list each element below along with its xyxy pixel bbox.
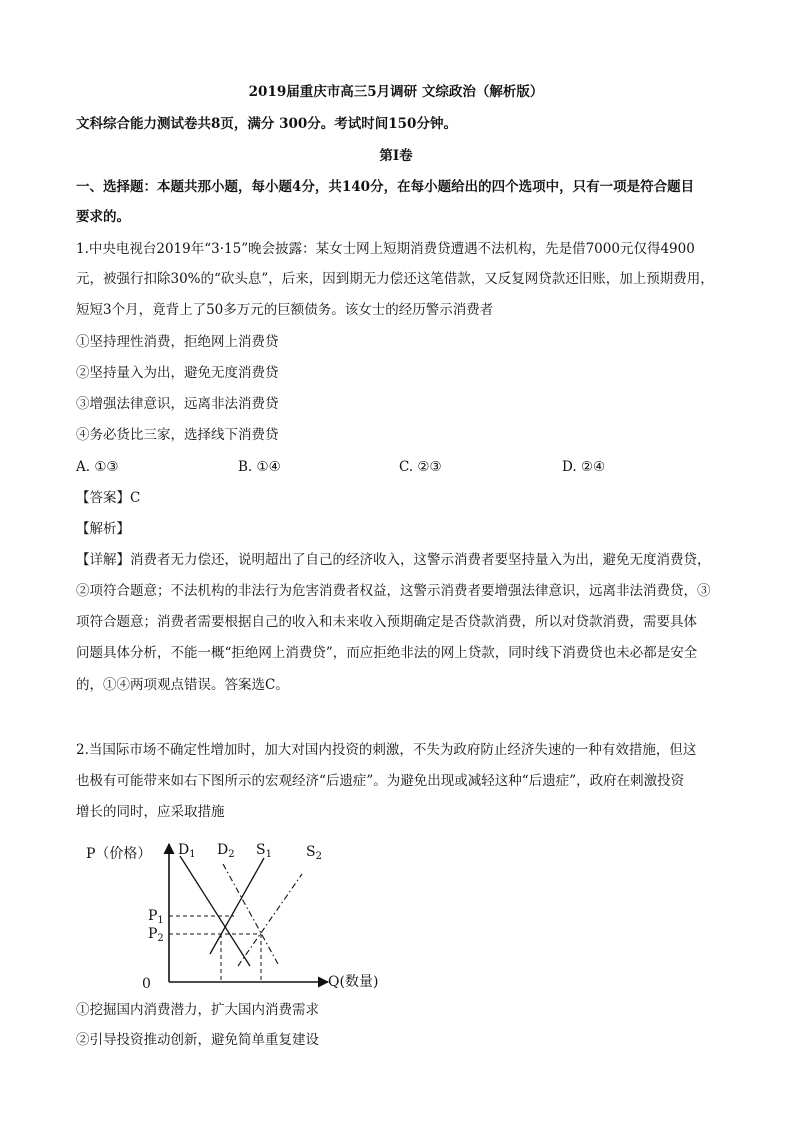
section-heading-line-1: 一、选择题：本题共那小题，每小题4分，共140分，在每小题给出的四个选项中，只有一项是符合题目 bbox=[76, 179, 695, 195]
q1-statement-4: ④务必货比三家，选择线下消费贷 bbox=[76, 427, 279, 443]
origin-label: 0 bbox=[142, 976, 151, 992]
q1-detail-line-5: 的，①④两项观点错误。答案选C。 bbox=[76, 677, 289, 693]
q2-stem-line-2: 也极有可能带来如右下图所示的宏观经济“后遗症”。为避免出现或减轻这种“后遗症”，政府在刺激投资 bbox=[76, 773, 685, 789]
demand-curve-d1 bbox=[180, 856, 250, 966]
q1-detail-line-3: 项符合题意；消费者需要根据自己的收入和未来收入预期确定是否贷款消费，所以对贷款消费，需要具体 bbox=[76, 614, 697, 630]
exam-info: 文科综合能力测试卷共8页，满分 300分。考试时间150分钟。 bbox=[76, 116, 457, 132]
page-title: 2019届重庆市高三5月调研 文综政治（解析版） bbox=[248, 84, 544, 100]
p2-label: $P_2$ bbox=[148, 926, 164, 944]
q1-stem-line-2: 元，被强行扣除30%的“砍头息”，后来，因到期无力偿还这笔借款，又反复网贷款还旧账，加上预期费用， bbox=[76, 271, 714, 287]
y-axis-label: P（价格） bbox=[86, 846, 152, 862]
q1-stem-line-1: 1.中央电视台2019年“3·15”晚会披露：某女士网上短期消费贷遭遇不法机构，先是借7000元仅得4900 bbox=[76, 241, 695, 257]
supply-demand-figure bbox=[80, 836, 420, 996]
q1-option-b: B. ①④ bbox=[238, 459, 281, 475]
demand-curve-d2 bbox=[223, 864, 278, 964]
q1-detail-line-4: 问题具体分析，不能一概“拒绝网上消费贷”，而应拒绝非法的网上贷款，同时线下消费贷也未必都是安全 bbox=[76, 645, 698, 661]
q1-statement-1: ①坚持理性消费，拒绝网上消费贷 bbox=[76, 334, 279, 350]
s1-label: $S_1$ bbox=[256, 842, 272, 860]
d1-label: $D_1$ bbox=[178, 842, 196, 860]
q1-detail-line-2: ②项符合题意；不法机构的非法行为危害消费者权益，这警示消费者要增强法律意识，远离非法消费贷，③ bbox=[76, 583, 711, 599]
x-axis-label: Q(数量) bbox=[328, 974, 379, 990]
q1-option-c: C. ②③ bbox=[399, 459, 442, 475]
q2-statement-1: ①挖掘国内消费潜力，扩大国内消费需求 bbox=[76, 1002, 319, 1018]
q1-detail-line-1: 【详解】消费者无力偿还，说明超出了自己的经济收入，这警示消费者要坚持量入为出，避免无度消费贷， bbox=[76, 552, 711, 568]
q2-stem-line-3: 增长的同时，应采取措施 bbox=[76, 804, 225, 820]
supply-demand-diagram bbox=[80, 836, 420, 996]
q2-stem-line-1: 2.当国际市场不确定性增加时，加大对国内投资的刺激，不失为政府防止经济失速的一种有效措施，但这 bbox=[76, 742, 697, 758]
q1-option-a: A. ①③ bbox=[76, 459, 119, 475]
s2-label: $S_2$ bbox=[306, 844, 322, 862]
volume-heading: 第I卷 bbox=[379, 148, 413, 164]
q2-statement-2: ②引导投资推动创新，避免简单重复建设 bbox=[76, 1032, 319, 1048]
q1-answer: 【答案】C bbox=[76, 490, 141, 506]
q1-option-d: D. ②④ bbox=[562, 459, 606, 475]
p1-label: $P_1$ bbox=[148, 908, 164, 926]
d2-label: $D_2$ bbox=[217, 842, 235, 860]
q1-statement-3: ③增强法律意识，远离非法消费贷 bbox=[76, 396, 279, 412]
q1-stem-line-3: 短短3个月，竟背上了50多万元的巨额债务。该女士的经历警示消费者 bbox=[76, 302, 494, 318]
section-heading-line-2: 要求的。 bbox=[76, 209, 130, 225]
q1-statement-2: ②坚持量入为出，避免无度消费贷 bbox=[76, 365, 279, 381]
q1-analysis-label: 【解析】 bbox=[76, 521, 130, 537]
